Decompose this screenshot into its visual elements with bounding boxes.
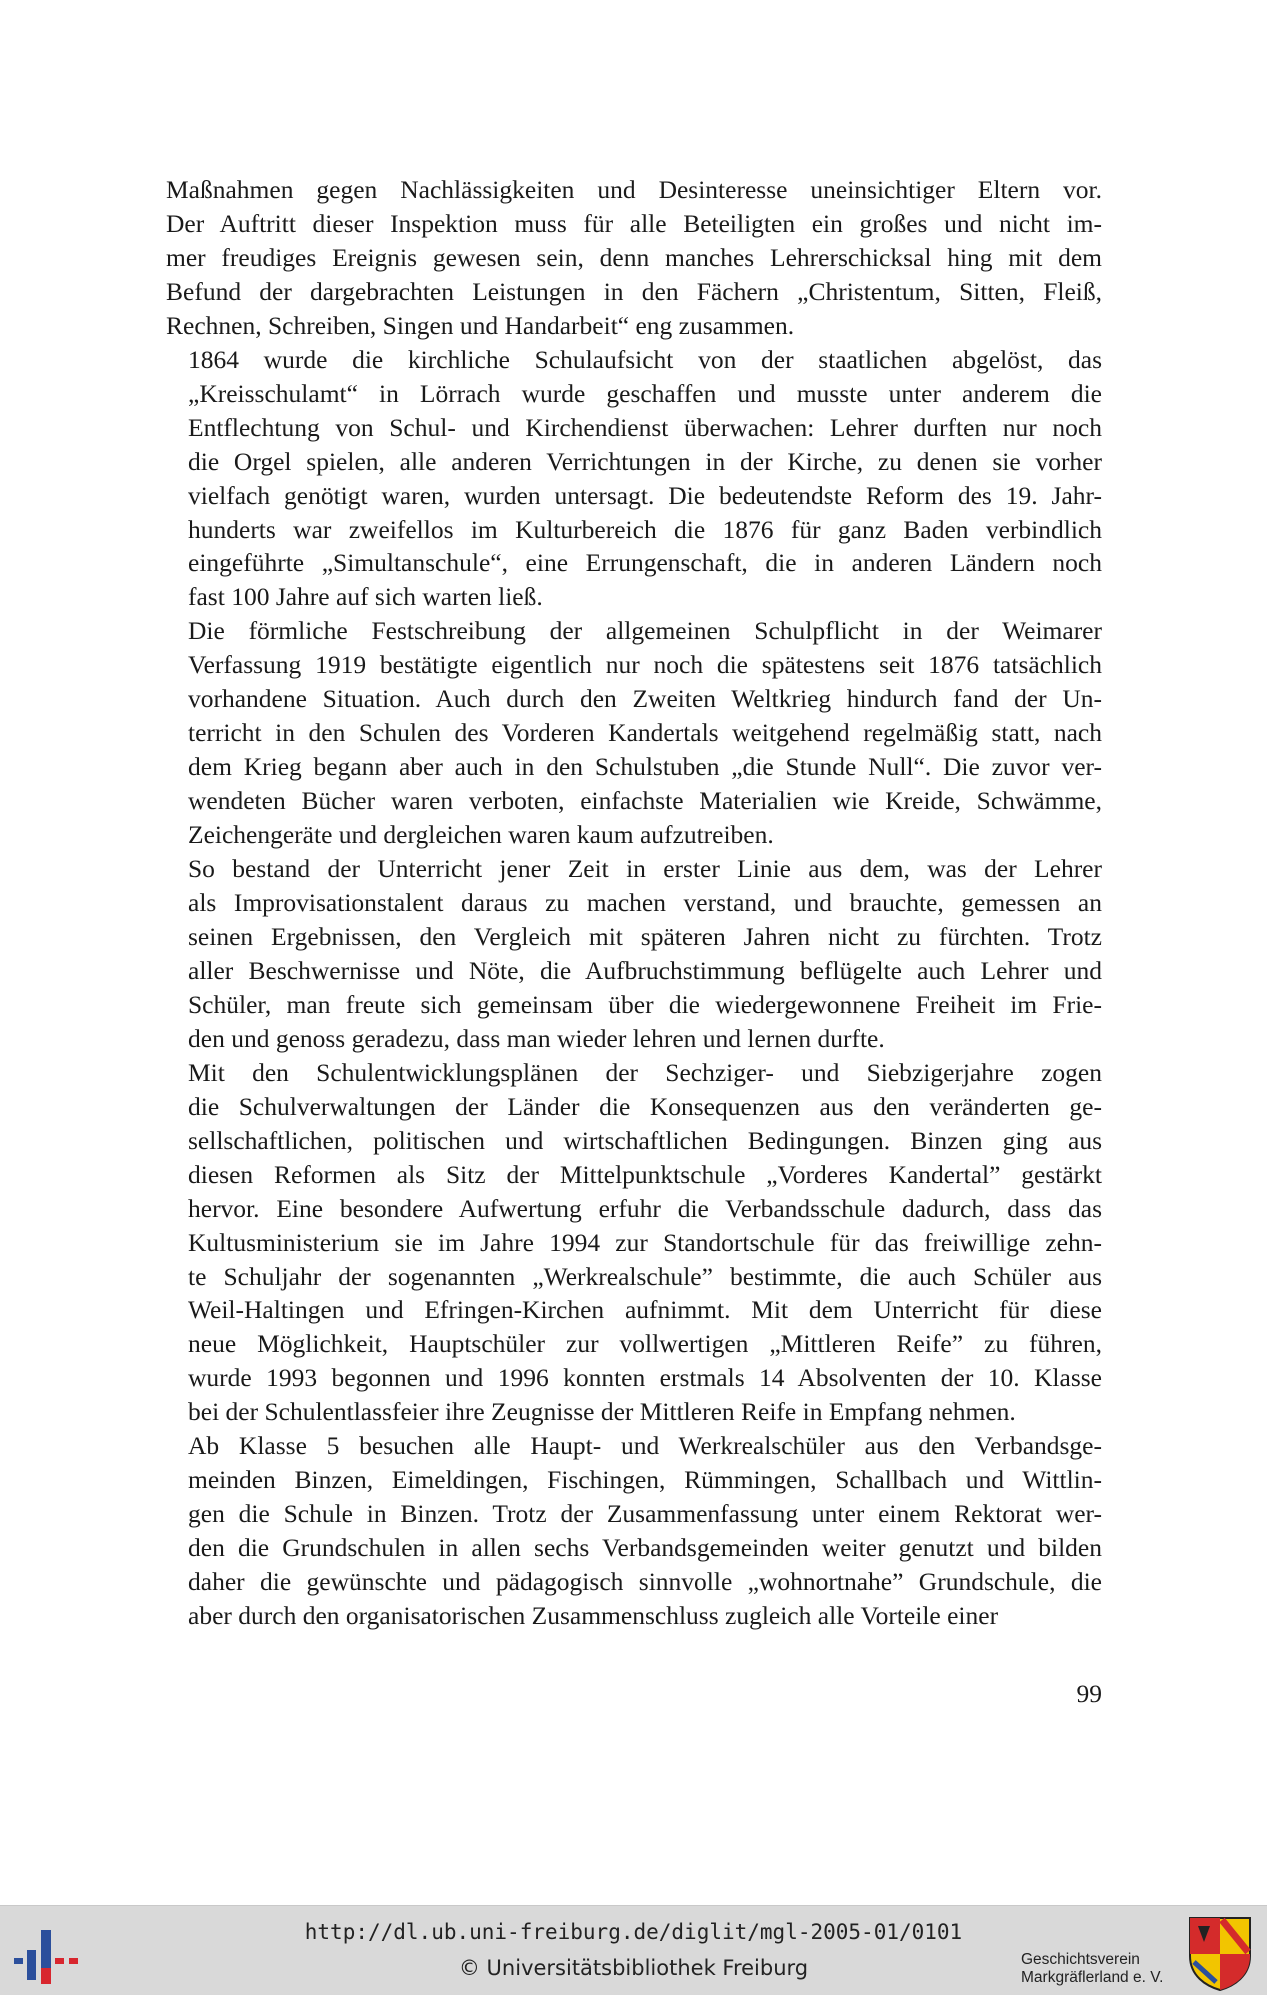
paragraph	[166, 173, 1102, 343]
body-text	[166, 173, 1102, 1633]
org-name-line-1: Geschichtsverein	[1021, 1951, 1140, 1968]
text-line: fast 100 Jahre auf sich warten ließ.	[188, 582, 543, 612]
text-line: 1864 wurde die kirchliche Schulaufsicht von der staatlichen abgelöst, das	[188, 344, 1102, 374]
text-line: aller Beschwernisse und Nöte, die Aufbruchstimmung beflügelte auch Lehrer und	[188, 955, 1102, 985]
org-name-line-2: Markgräflerland e. V.	[1021, 1969, 1164, 1986]
text-line: daher die gewünschte und pädagogisch sinnvolle „wohnortnahe” Grundschule, die	[188, 1567, 1102, 1597]
text-line: mer freudiges Ereignis gewesen sein, denn manches Lehrerschicksal hing mit dem	[166, 242, 1102, 272]
text-line: wurde 1993 begonnen und 1996 konnten erstmals 14 Absolventen der 10. Klasse	[188, 1363, 1102, 1393]
paragraph	[166, 614, 1102, 852]
text-line: te Schuljahr der sogenannten „Werkrealschule” bestimmte, die auch Schüler aus	[188, 1261, 1102, 1291]
text-line: Der Auftritt dieser Inspektion muss für alle Beteiligten ein großes und nicht im-	[166, 208, 1102, 238]
paragraph	[166, 1429, 1102, 1633]
text-line: hunderts war zweifellos im Kulturbereich die 1876 für ganz Baden verbindlich	[188, 514, 1102, 544]
text-line: Schüler, man freute sich gemeinsam über die wiedergewonnene Freiheit im Frie-	[188, 989, 1102, 1019]
text-line: Die förmliche Festschreibung der allgemeinen Schulpflicht in der Weimarer	[188, 616, 1102, 646]
text-line: vorhandene Situation. Auch durch den Zweiten Weltkrieg hindurch fand der Un-	[188, 684, 1102, 714]
text-line: sellschaftlichen, politischen und wirtschaftlichen Bedingungen. Binzen ging aus	[188, 1125, 1102, 1155]
text-line: Rechnen, Schreiben, Singen und Handarbeit“ eng zusammen.	[166, 310, 795, 340]
text-line: terricht in den Schulen des Vorderen Kandertals weitgehend regelmäßig statt, nach	[188, 718, 1102, 748]
text-line: gen die Schule in Binzen. Trotz der Zusammenfassung unter einem Rektorat wer-	[188, 1499, 1102, 1529]
text-line: bei der Schulentlassfeier ihre Zeugnisse der Mittleren Reife in Empfang nehmen.	[188, 1397, 1016, 1427]
footer-bar	[0, 1905, 1267, 1995]
footer-url-link[interactable]: http://dl.ub.uni-freiburg.de/diglit/mgl-2005-01/0101	[304, 1920, 963, 1944]
markgraeflerland-crest-icon	[1188, 1916, 1252, 1992]
text-line: So bestand der Unterricht jener Zeit in erster Linie aus dem, was der Lehrer	[188, 854, 1102, 884]
text-line: Mit den Schulentwicklungsplänen der Sechziger- und Siebzigerjahre zogen	[188, 1057, 1102, 1087]
text-line: als Improvisationstalent daraus zu machen verstand, und brauchte, gemessen an	[188, 888, 1102, 918]
text-line: die Orgel spielen, alle anderen Verrichtungen in der Kirche, zu denen sie vorher	[188, 446, 1102, 476]
text-line: seinen Ergebnissen, den Vergleich mit späteren Jahren nicht zu fürchten. Trotz	[188, 921, 1102, 951]
text-line: Zeichengeräte und dergleichen waren kaum aufzutreiben.	[188, 820, 774, 850]
footer-copyright: © Universitätsbibliothek Freiburg	[458, 1956, 809, 1980]
text-line: Verfassung 1919 bestätigte eigentlich nur noch die spätestens seit 1876 tatsächlich	[188, 650, 1102, 680]
text-line: eingeführte „Simultanschule“, eine Errungenschaft, die in anderen Ländern noch	[188, 548, 1102, 578]
text-line: wendeten Bücher waren verboten, einfachste Materialien wie Kreide, Schwämme,	[188, 786, 1102, 816]
text-line: Befund der dargebrachten Leistungen in den Fächern „Christentum, Sitten, Fleiß,	[166, 276, 1102, 306]
text-line: aber durch den organisatorischen Zusammenschluss zugleich alle Vorteile einer	[188, 1601, 999, 1631]
paragraph	[166, 343, 1102, 615]
text-line: neue Möglichkeit, Hauptschüler zur vollwertigen „Mittleren Reife” zu führen,	[188, 1329, 1102, 1359]
paragraph	[166, 852, 1102, 1056]
text-line: die Schulverwaltungen der Länder die Konsequenzen aus den veränderten ge-	[188, 1091, 1102, 1121]
text-line: Ab Klasse 5 besuchen alle Haupt- und Werkrealschüler aus den Verbandsge-	[188, 1431, 1102, 1461]
text-line: Kultusministerium sie im Jahre 1994 zur Standortschule für das freiwillige zehn-	[188, 1227, 1102, 1257]
page-number: 99	[1076, 1679, 1102, 1708]
footer-organization	[1021, 1951, 1163, 1987]
text-line: diesen Reformen als Sitz der Mittelpunktschule „Vorderes Kandertal” gestärkt	[188, 1159, 1102, 1189]
text-line: hervor. Eine besondere Aufwertung erfuhr die Verbandsschule dadurch, dass das	[188, 1193, 1102, 1223]
text-line: den die Grundschulen in allen sechs Verbandsgemeinden weiter genutzt und bilden	[188, 1533, 1102, 1563]
text-line: vielfach genötigt waren, wurden untersagt. Die bedeutendste Reform des 19. Jahr-	[188, 480, 1102, 510]
text-line: „Kreisschulamt“ in Lörrach wurde geschaffen und musste unter anderem die	[188, 378, 1102, 408]
text-line: Entflechtung von Schul- und Kirchendienst überwachen: Lehrer durften nur noch	[188, 412, 1102, 442]
text-line: den und genoss geradezu, dass man wieder lehren und lernen durfte.	[188, 1023, 885, 1053]
text-line: Weil-Haltingen und Efringen-Kirchen aufnimmt. Mit dem Unterricht für diese	[188, 1295, 1102, 1325]
text-line: dem Krieg begann aber auch in den Schulstuben „die Stunde Null“. Die zuvor ver-	[188, 752, 1102, 782]
text-line: meinden Binzen, Eimeldingen, Fischingen, Rümmingen, Schallbach und Wittlin-	[188, 1465, 1102, 1495]
paragraph	[166, 1056, 1102, 1429]
text-line: Maßnahmen gegen Nachlässigkeiten und Desinteresse uneinsichtiger Eltern vor.	[166, 175, 1102, 204]
